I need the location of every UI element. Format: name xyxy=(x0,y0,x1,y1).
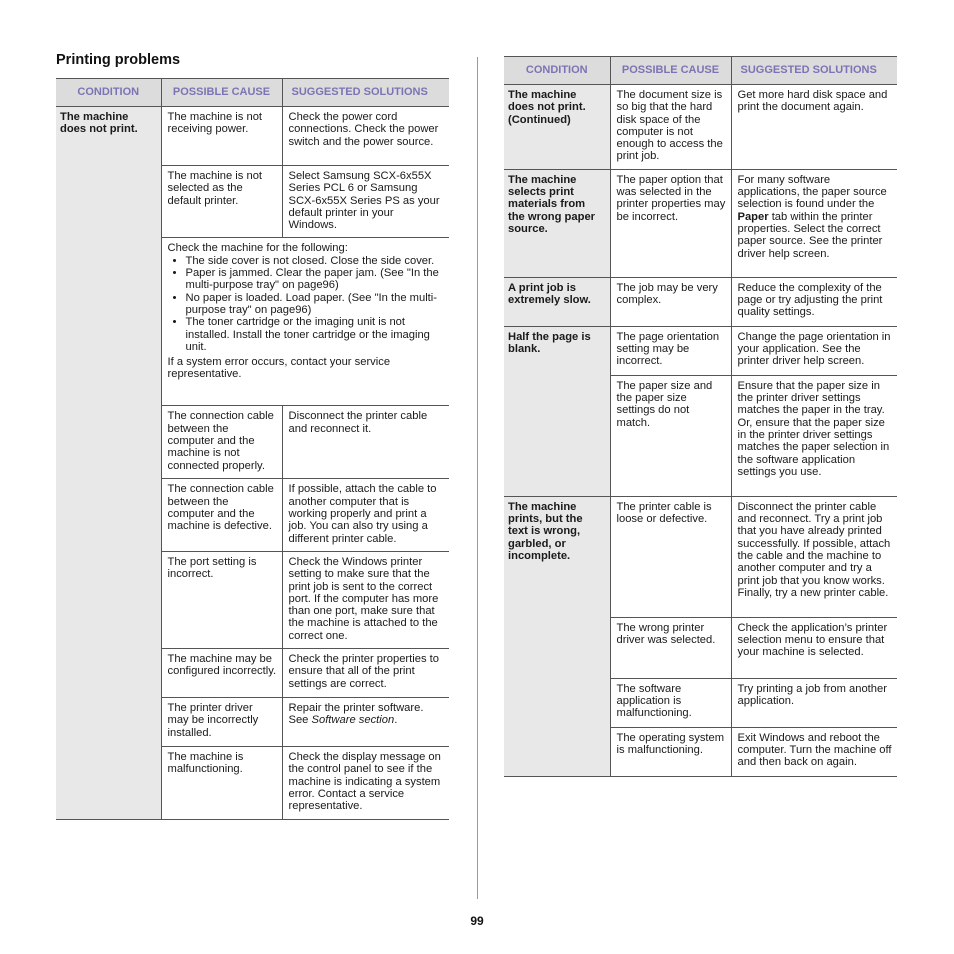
solution-cell: Check the Windows printer setting to make sure that the print job is sent to the correct port. If the computer has more than one port, make sure that the machine is attached to the correct one. xyxy=(282,551,449,648)
cause-cell: The wrong printer driver was selected. xyxy=(610,617,731,678)
solution-cell: Try printing a job from another application. xyxy=(731,678,897,727)
section-title: Printing problems xyxy=(56,52,181,68)
table-row xyxy=(504,326,897,375)
solution-cell xyxy=(731,375,897,496)
solution-cell: Check the power cord connections. Check the power switch and the power source. xyxy=(282,107,449,166)
cause-cell: The machine is malfunctioning. xyxy=(161,747,282,820)
condition-cell: The machine selects print materials from the wrong paper source. xyxy=(504,169,610,277)
condition-cell: Half the page is blank. xyxy=(504,326,610,496)
solution-cell: Disconnect the printer cable and reconnect. Try a print job that you have already printed successfully. If possible, attach the cable and the machine to another computer and try a print job that you know works. Finally, try a new printer cable. xyxy=(731,496,897,617)
list-item: • Paper is jammed. Clear the paper jam. (See "In the multi-purpose tray" on page96) xyxy=(186,267,445,292)
table-header-row xyxy=(56,79,449,107)
cause-cell: The port setting is incorrect. xyxy=(161,551,282,648)
check-list-cell xyxy=(161,238,449,406)
table-row xyxy=(504,496,897,617)
cause-cell: The machine is not selected as the default printer. xyxy=(161,166,282,238)
condition-cell: The machine does not print. (Continued) xyxy=(504,85,610,170)
table-row xyxy=(56,107,449,166)
check-note: If a system error occurs, contact your service representative. xyxy=(167,356,391,381)
condition-cell: The machine prints, but the text is wrong, garbled, or incomplete. xyxy=(504,496,610,776)
cause-cell: The machine is not receiving power. xyxy=(161,107,282,166)
solution-cell: If possible, attach the cable to another computer that is working properly and print a job. You can also try using a different printer cable. xyxy=(282,479,449,551)
header-condition: CONDITION xyxy=(56,79,161,107)
cause-cell: The page orientation setting may be incorrect. xyxy=(610,326,731,375)
software-section-reference: Software section xyxy=(311,714,395,727)
list-item: • The toner cartridge or the imaging unit is not installed. Install the toner cartridge or the imaging unit. xyxy=(186,316,445,353)
page-number: 99 xyxy=(470,914,484,928)
table-row xyxy=(504,169,897,277)
header-suggested-solutions: SUGGESTED SOLUTIONS xyxy=(282,79,449,107)
cause-cell: The paper option that was selected in the printer properties may be incorrect. xyxy=(610,169,731,277)
cause-cell: The job may be very complex. xyxy=(610,277,731,326)
condition-cell: A print job is extremely slow. xyxy=(504,277,610,326)
header-suggested-solutions: SUGGESTED SOLUTIONS xyxy=(731,57,897,85)
cause-cell: The paper size and the paper size settings do not match. xyxy=(610,375,731,496)
solution-suffix: tab within the printer properties. Select the correct paper source. See the printer driver help screen. xyxy=(737,210,883,260)
solution-text-alt: Or, ensure that the paper size in the printer driver settings matches the paper selection in the software application settings you use. xyxy=(737,416,890,478)
solution-text: Ensure that the paper size in the printer driver settings matches the paper in the tray. xyxy=(737,379,885,417)
header-possible-cause: POSSIBLE CAUSE xyxy=(610,57,731,85)
solution-text: For many software applications, the paper source selection is found under the xyxy=(737,173,887,211)
check-intro: Check the machine for the following: xyxy=(167,242,348,255)
left-troubleshooting-table xyxy=(56,78,449,820)
header-condition: CONDITION xyxy=(504,57,610,85)
cause-cell: The printer cable is loose or defective. xyxy=(610,496,731,617)
cause-cell: The machine may be configured incorrectly. xyxy=(161,649,282,698)
cause-cell: The operating system is malfunctioning. xyxy=(610,727,731,776)
list-item: • The side cover is not closed. Close the side cover. xyxy=(186,255,445,267)
solution-cell xyxy=(282,698,449,747)
paper-tab-label: Paper xyxy=(737,210,769,223)
solution-cell xyxy=(731,169,897,277)
table-row xyxy=(504,85,897,170)
solution-cell: Reduce the complexity of the page or try adjusting the print quality settings. xyxy=(731,277,897,326)
right-troubleshooting-table xyxy=(504,56,897,777)
solution-cell: Select Samsung SCX-6x55X Series PCL 6 or Samsung SCX-6x55X Series PS as your default printer in your Windows. xyxy=(282,166,449,238)
solution-suffix: . xyxy=(394,714,398,727)
cause-cell: The document size is so big that the hard disk space of the computer is not enough to access the print job. xyxy=(610,85,731,170)
solution-cell: Change the page orientation in your application. See the printer driver help screen. xyxy=(731,326,897,375)
list-item: • No paper is loaded. Load paper. (See "In the multi-purpose tray" on page96) xyxy=(186,292,445,317)
header-possible-cause: POSSIBLE CAUSE xyxy=(161,79,282,107)
solution-cell: Check the display message on the control panel to see if the machine is indicating a system error. Contact a service representative. xyxy=(282,747,449,820)
solution-cell: Get more hard disk space and print the document again. xyxy=(731,85,897,170)
solution-cell: Disconnect the printer cable and reconnect it. xyxy=(282,406,449,479)
table-header-row xyxy=(504,57,897,85)
condition-cell: The machine does not print. xyxy=(56,107,161,820)
cause-cell: The printer driver may be incorrectly installed. xyxy=(161,698,282,747)
solution-cell: Check the printer properties to ensure that all of the print settings are correct. xyxy=(282,649,449,698)
column-divider xyxy=(477,57,478,899)
table-row xyxy=(504,277,897,326)
cause-cell: The connection cable between the computer and the machine is defective. xyxy=(161,479,282,551)
cause-cell: The connection cable between the computer and the machine is not connected properly. xyxy=(161,406,282,479)
solution-text: Repair the printer software. See xyxy=(288,702,424,727)
cause-cell: The software application is malfunctioning. xyxy=(610,678,731,727)
solution-cell: Exit Windows and reboot the computer. Turn the machine off and then back on again. xyxy=(731,727,897,776)
solution-cell: Check the application’s printer selection menu to ensure that your machine is selected. xyxy=(731,617,897,678)
check-list xyxy=(168,255,445,353)
